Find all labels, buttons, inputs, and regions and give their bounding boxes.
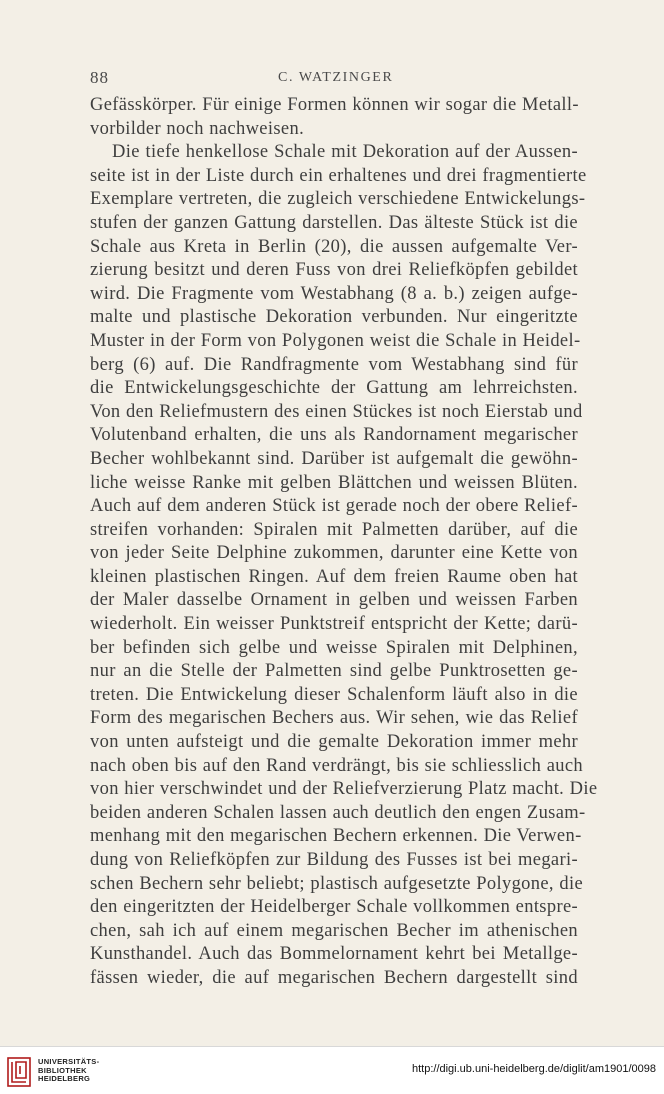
text-line: Von den Reliefmustern des einen Stückes ist noch Eierstab und: [90, 401, 583, 422]
page-header: [90, 68, 578, 90]
text-line: Form des megarischen Bechers aus. Wir sehen, wie das Relief: [90, 708, 578, 729]
text-line: chen, sah ich auf einem megarischen Becher im athenischen: [90, 920, 578, 941]
text-line: vorbilder noch nachweisen.: [90, 118, 305, 139]
text-line: dung von Reliefköpfen zur Bildung des Fusses ist bei megari-: [90, 850, 578, 870]
text-line: schen Bechern sehr beliebt; plastisch aufgesetzte Polygone, die: [90, 873, 584, 894]
text-line: wird. Die Fragmente vom Westabhang (8 a. b.) zeigen aufge-: [90, 283, 578, 304]
text-line: nach oben bis auf den Rand verdrängt, bis sie schliesslich auch: [90, 755, 584, 776]
text-line: Schale aus Kreta in Berlin (20), die aussen aufgemalte Ver-: [90, 236, 578, 257]
text-line: stufen der ganzen Gattung darstellen. Das älteste Stück ist die: [90, 212, 578, 233]
running-head: C. WATZINGER: [278, 70, 394, 85]
text-line: menhang mit den megarischen Bechern erkennen. Die Verwen-: [90, 826, 582, 847]
library-logo-icon[interactable]: [6, 1056, 32, 1088]
text-line: nur an die Stelle der Palmetten sind gelbe Punktrosetten ge-: [90, 661, 578, 682]
text-line: Muster in der Form von Polygonen weist die Schale in Heidel-: [90, 330, 581, 351]
viewer-footer: [0, 1046, 664, 1094]
text-line: Exemplare vertreten, die zugleich verschiedene Entwickelungs-: [90, 189, 586, 210]
body-text: [90, 94, 598, 991]
text-line: beiden anderen Schalen lassen auch deutlich den engen Zusam-: [90, 802, 586, 823]
page-number: 88: [90, 68, 109, 87]
library-name-line: UNIVERSITÄTS-: [38, 1057, 100, 1066]
text-line: ber befinden sich gelbe und weisse Spiralen mit Delphinen,: [90, 637, 578, 658]
text-line: kleinen plastischen Ringen. Auf dem freien Raume oben hat: [90, 566, 578, 587]
text-line: Die tiefe henkellose Schale mit Dekoration auf der Aussen-: [112, 142, 578, 163]
library-name-line: HEIDELBERG: [38, 1074, 91, 1084]
text-line: Auch auf dem anderen Stück ist gerade noch der obere Relief-: [90, 496, 578, 517]
library-name-line: BIBLIOTHEK: [38, 1065, 87, 1075]
library-logo-mark: [8, 1058, 30, 1086]
text-line: die Entwickelungsgeschichte der Gattung am lehrreichsten.: [90, 378, 578, 399]
text-line: Kunsthandel. Auch das Bommelornament kehrt bei Metallge-: [90, 944, 578, 965]
text-line: seite ist in der Liste durch ein erhaltenes und drei fragmentierte: [90, 165, 587, 186]
text-line: wiederholt. Ein weisser Punktstreif entspricht der Kette; darü-: [90, 614, 578, 635]
text-line: malte und plastische Dekoration verbunden. Nur eingeritzte: [90, 307, 578, 328]
text-line: von unten aufsteigt und die gemalte Dekoration immer mehr: [90, 732, 578, 753]
text-line: der Maler dasselbe Ornament in gelben und weissen Farben: [90, 590, 578, 611]
text-line: streifen vorhanden: Spiralen mit Palmetten darüber, auf die: [90, 519, 578, 540]
text-line: berg (6) auf. Die Randfragmente vom Westabhang sind für: [90, 354, 578, 375]
text-line: treten. Die Entwickelung dieser Schalenform läuft also in die: [90, 684, 578, 705]
text-line: von hier verschwindet und der Reliefverzierung Platz macht. Die: [90, 779, 598, 800]
text-line: fässen wieder, die auf megarischen Bechern dargestellt sind: [90, 967, 578, 988]
text-line: den eingeritzten der Heidelberger Schale vollkommen entspre-: [90, 897, 579, 918]
text-line: Volutenband erhalten, die uns als Randornament megarischer: [90, 425, 578, 446]
text-line: Gefässkörper. Für einige Formen können wir sogar die Metall-: [90, 95, 579, 115]
text-line: liche weisse Ranke mit gelben Blättchen und weissen Blüten.: [90, 472, 578, 493]
source-url-link[interactable]: http://digi.ub.uni-heidelberg.de/diglit/am1901/0098: [411, 1063, 656, 1075]
text-line: von jeder Seite Delphine zukommen, darunter eine Kette von: [90, 543, 578, 564]
library-name: [38, 1058, 99, 1084]
text-line: zierung besitzt und deren Fuss von drei Reliefköpfen gebildet: [90, 260, 578, 281]
text-line: Becher wohlbekannt sind. Darüber ist aufgemalt die gewöhn-: [90, 448, 578, 469]
